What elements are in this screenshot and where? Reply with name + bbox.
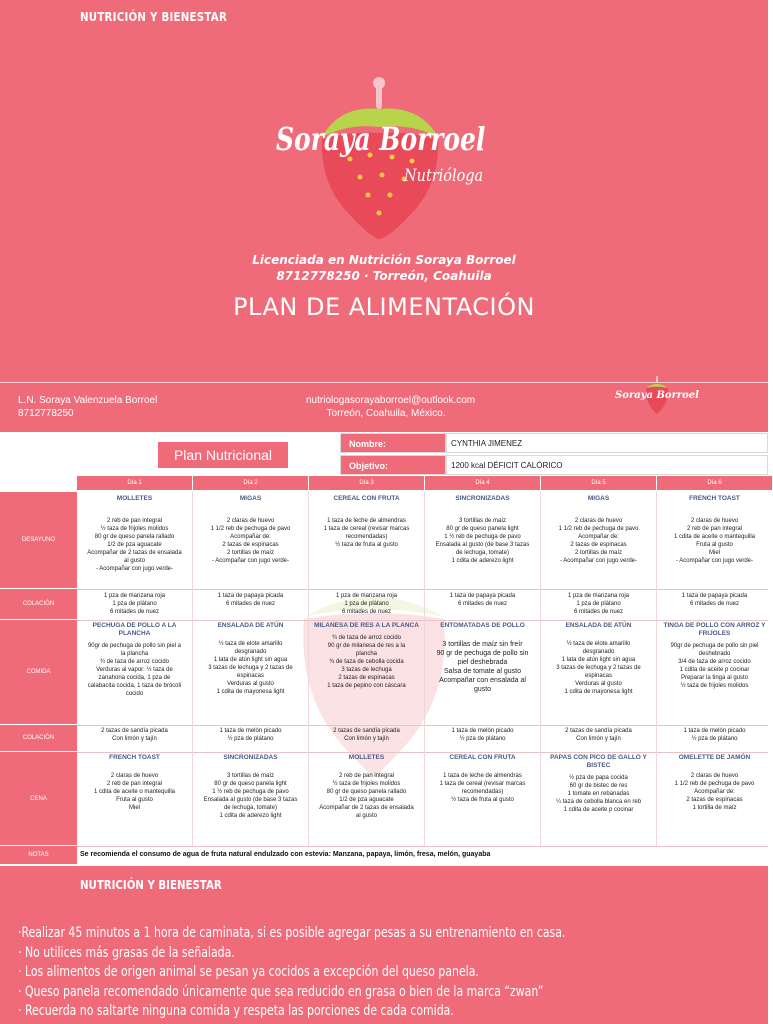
meal-line: Ensalada al gusto (de base 3 tazas — [203, 797, 298, 803]
meal-title: PAPAS CON PICO DE GALLO Y BISTEC — [550, 754, 647, 769]
meal-title: CEREAL CON FRUTA — [449, 754, 516, 761]
meal-line: 1 1/2 reb de pechuga de pavo — [210, 526, 291, 532]
meal-line: cocido — [125, 691, 144, 697]
meal-line: Ensalada al gusto (de base 3 tazas — [435, 542, 530, 548]
column-divider — [192, 492, 193, 846]
column-divider — [308, 492, 309, 846]
meal-line: Fruta al gusto — [116, 797, 153, 803]
meal-cell-desayuno — [193, 495, 308, 588]
meal-title: FRENCH TOAST — [109, 754, 160, 761]
meal-line: 1 taza de papaya picada — [449, 593, 516, 599]
meal-line: al gusto — [123, 558, 145, 564]
meal-line: 1 cdita de aceite o mantequilla — [93, 789, 176, 795]
recommendations-header: NUTRICIÓN Y BIENESTAR — [80, 878, 222, 892]
meal-line: 2 claras de huevo — [574, 518, 623, 524]
meal-line: 2 claras de huevo — [690, 773, 739, 779]
meal-line: 2 tazas de espinacas — [686, 797, 743, 803]
meal-line: ½ pza de plátano — [459, 736, 506, 742]
meal-line: 6 mitades de nuez — [225, 601, 276, 607]
meal-title: OMELETTE DE JAMÓN — [678, 754, 751, 761]
name-row — [340, 433, 768, 453]
column-divider — [656, 492, 657, 846]
meal-cell-cena — [425, 754, 540, 845]
meal-line: 1 tomate en rebanadas — [567, 791, 630, 797]
meal-line: 80 gr de queso panela light — [214, 781, 287, 787]
meal-title: ENSALADA DE ATÚN — [565, 622, 632, 629]
meal-line: 90gr de pechuga de pollo sin piel a — [87, 643, 182, 649]
meal-line: ¼ taza de cebolla blanca en reb — [555, 799, 642, 805]
meal-line: 1 pza de manzana roja — [335, 593, 398, 599]
meal-line: Con limón y tajín — [344, 736, 389, 742]
meal-line: 1/2 de pza aguacate — [339, 797, 394, 803]
meal-line: 2 tazas de sandía picada — [565, 728, 632, 734]
meal-line: 3 tazas de lechuga y 2 tazas de — [556, 665, 641, 671]
meal-line: Verduras al gusto — [227, 681, 274, 687]
meal-line: 1 taza de leche de almendras — [443, 773, 522, 779]
meal-line: 1 cdita de mayonesa light — [216, 689, 285, 695]
meal-line: 1/2 de pza aguacate — [107, 542, 162, 548]
meal-line: Con limón y tajín — [112, 736, 157, 742]
meal-label-colacion: COLACIÓN — [0, 725, 77, 752]
meal-cell-colacion1 — [425, 592, 540, 619]
meal-line: 90gr de pechuga de pollo sin piel — [670, 643, 759, 649]
cover-header: NUTRICIÓN Y BIENESTAR — [80, 10, 228, 24]
meal-line: Salsa de tomate al gusto — [443, 668, 522, 675]
meal-cell-cena — [657, 754, 772, 845]
column-divider — [424, 492, 425, 846]
meal-line: gusto — [473, 686, 492, 693]
meal-title: SINCRONIZADAS — [223, 754, 278, 761]
meal-line: deshebrado — [698, 651, 731, 657]
meal-line: 2 tazas de espinacas — [570, 542, 627, 548]
meal-cell-comida — [541, 622, 656, 724]
meal-line: Fruta al gusto — [696, 542, 733, 548]
meal-line: 1 cdita de aderezo light — [451, 558, 514, 564]
meal-line: 1 pza de manzana roja — [103, 593, 166, 599]
meal-line: 3 tazas de lechuga — [341, 667, 392, 673]
meal-line: - Acompañar con jugo verde- — [675, 558, 754, 564]
meal-line: 3 tazas de lechuga y 2 tazas de — [208, 665, 293, 671]
meal-line: Preparar la tinga al gusto — [680, 675, 749, 681]
meal-cell-colacion1 — [541, 592, 656, 619]
meal-line: 1 cdita de aceite p cocinar — [679, 667, 750, 673]
meal-line: 3 tortillas de maíz sin freír — [442, 641, 523, 648]
meal-cell-comida — [77, 622, 192, 724]
meal-title: CEREAL CON FRUTA — [333, 495, 400, 502]
meal-cell-cena — [193, 754, 308, 845]
objective-key: Objetivo: — [340, 455, 446, 475]
meal-line: ½ taza de elote amarillo — [566, 641, 631, 647]
plan-title: PLAN DE ALIMENTACIÓN — [233, 293, 535, 321]
meal-line: ¾ de taza de arroz cocido — [99, 659, 170, 665]
meal-line: ½ taza de frijoles molidos — [100, 526, 169, 532]
meal-cell-desayuno — [77, 495, 192, 588]
list-item: · Los alimentos de origen animal se pesan ya cocidos a excepción del queso panela. — [18, 964, 479, 980]
meal-line: 80 gr de queso panela rallado — [94, 534, 175, 540]
meal-cell-cena — [541, 754, 656, 845]
meal-line: 1 tortilla de maíz — [692, 805, 737, 811]
meal-title: MOLLETES — [348, 754, 385, 761]
meal-line: ½ taza de frijoles molidos — [332, 781, 401, 787]
day-header: Día 1 — [77, 476, 192, 490]
meal-cell-colacion2 — [77, 727, 192, 751]
meal-line: 80 gr de queso panela light — [446, 526, 519, 532]
meal-label-cena: CENA — [0, 752, 77, 846]
meal-line: ½ taza de elote amarillo — [218, 641, 283, 647]
objective-row — [340, 455, 768, 475]
meal-line: Acompañar de: — [694, 789, 735, 795]
divider — [77, 589, 768, 590]
meal-cell-colacion1 — [309, 592, 424, 619]
list-item: · Recuerda no saltarte ninguna comida y respeta las porciones de cada comida. — [18, 1003, 454, 1019]
recommendations-page — [0, 866, 768, 1024]
meal-line: zanahoria cocida, 1 pza de — [98, 675, 171, 681]
meal-line: espinacas — [584, 673, 613, 679]
meal-line: ½ taza de fruta al gusto — [335, 542, 398, 548]
meal-line: Acompañar de 2 tazas de ensalada — [87, 550, 182, 556]
meal-line: 1 cdita de aceite p cocinar — [563, 807, 634, 813]
meal-cell-colacion1 — [77, 592, 192, 619]
meal-plan-sheet — [0, 432, 768, 865]
footer-name: L.N. Soraya Valenzuela Borroel — [18, 395, 158, 406]
footer-city: Torreón, Coahuila, México. — [326, 408, 446, 419]
meal-line: Acompañar de 2 tazas de ensalada — [319, 805, 414, 811]
meal-line: de lechuga, tomate) — [455, 550, 510, 556]
meal-cell-comida — [309, 622, 424, 724]
meal-line: de lechuga, tomate) — [223, 805, 278, 811]
meal-line: ¾ de taza de arroz cocido — [331, 635, 402, 641]
notes-text: Se recomienda el consumo de agua de fruta natural endulzado con estevia: Manzana, papaya, limón, fresa, melón, guayaba — [80, 851, 491, 858]
meal-line: recomendadas) — [461, 789, 504, 795]
meal-line: Con limón y tajín — [576, 736, 621, 742]
meal-line: - Acompañar con jugo verde- — [211, 558, 290, 564]
objective-value: 1200 kcal DÉFICIT CALÓRICO — [446, 455, 768, 475]
meal-cell-colacion2 — [193, 727, 308, 751]
meal-line: Miel — [708, 550, 720, 556]
meal-line: espinacas — [236, 673, 265, 679]
meal-title: ENTOMATADAS DE POLLO — [440, 622, 525, 629]
meal-line: al gusto — [355, 813, 377, 819]
meal-line: Verduras al gusto — [575, 681, 622, 687]
meal-line: ½ pza de plátano — [691, 736, 738, 742]
recommendations-list — [18, 924, 720, 1022]
meal-line: 1 taza de cereal (revisar marcas — [323, 526, 410, 532]
meal-line: 90 gr de pechuga de pollo sin — [436, 650, 529, 657]
contact-line: 8712778250 · Torreón, Coahuila — [276, 269, 492, 283]
meal-title: SINCRONIZADAS — [455, 495, 510, 502]
meal-line: 1 taza de pepino con cáscara — [327, 683, 406, 689]
meal-line: recomendadas) — [345, 534, 388, 540]
meal-line: 6 mitades de nuez — [341, 609, 392, 615]
meal-label-notas: NOTAS — [0, 846, 77, 865]
meal-line: 2 tortillas de maíz — [226, 550, 275, 556]
cover-page — [0, 0, 768, 432]
meal-label-comida: COMIDA — [0, 620, 77, 725]
meal-line: 6 mitades de nuez — [109, 609, 160, 615]
meal-line: 2 tazas de sandía picada — [333, 728, 400, 734]
meal-line: 3 tortillas de maíz — [226, 773, 275, 779]
meal-cell-desayuno — [657, 495, 772, 588]
meal-cell-cena — [309, 754, 424, 845]
meal-line: ¾ de taza de cebolla cocida — [329, 659, 404, 665]
meal-line: 1 pza de plátano — [344, 601, 389, 607]
meal-line: 1 pza de plátano — [576, 601, 621, 607]
meal-line: 1 taza de papaya picada — [217, 593, 284, 599]
meal-line: calabacita cocida, 1 taza de brócoli — [87, 683, 182, 689]
meal-line: 1 cdita de aceite o mantequilla — [673, 534, 756, 540]
meal-line: 1 ½ reb de pechuga de pavo — [212, 789, 289, 795]
divider — [77, 725, 768, 726]
meal-line: 80 gr de queso panela rallado — [326, 789, 407, 795]
meal-line: desgranado — [582, 649, 615, 655]
meal-line: 3/4 de taza de arroz cocido — [678, 659, 751, 665]
meal-line: 1 taza de melón picado — [683, 728, 746, 734]
meal-line: 2 tazas de sandía picada — [101, 728, 168, 734]
meal-title: MIGAS — [587, 495, 610, 502]
meal-line: ½ taza de fruta al gusto — [451, 797, 514, 803]
day-header: Día 3 — [309, 476, 424, 490]
brand-name: Soraya Borroel — [276, 120, 486, 158]
divider — [77, 620, 768, 621]
meal-line: 1 cdita de mayonesa light — [564, 689, 633, 695]
meal-title: PECHUGA DE POLLO A LA PLANCHA — [92, 622, 177, 637]
mini-logo-text: Soraya Borroel — [615, 390, 699, 401]
day-header: Día 4 — [425, 476, 540, 490]
meal-line: 1 1/2 reb de pechuga de pavo — [674, 781, 755, 787]
list-item: ·Realizar 45 minutos a 1 hora de caminata, si es posible agregar pesas a su entrenamiento en casa. — [18, 925, 566, 941]
meal-line: 1 taza de melón picado — [219, 728, 282, 734]
footer-email[interactable]: nutriologasorayaborroel@outlook.com — [306, 395, 476, 406]
meal-line: 2 reb de pan integral — [106, 781, 163, 787]
meal-line: 90 gr de milanesa de res a la — [327, 643, 406, 649]
meal-cell-comida — [425, 622, 540, 724]
meal-line: Miel — [128, 805, 140, 811]
meal-line: la plancha — [120, 651, 149, 657]
meal-cell-desayuno — [309, 495, 424, 588]
meal-line: ½ taza de frijoles molidos — [680, 683, 749, 689]
meal-line: 1 pza de manzana roja — [567, 593, 630, 599]
meal-line: 1 taza de leche de almendras — [327, 518, 406, 524]
footer-address — [306, 394, 476, 420]
meal-line: Verduras al vapor: ½ taza de — [96, 667, 173, 673]
meal-line: 2 claras de huevo — [226, 518, 275, 524]
meal-line: 1 taza de cereal (revisar marcas — [439, 781, 526, 787]
meal-label-colacion: COLACIÓN — [0, 589, 77, 620]
meal-line: plancha — [355, 651, 378, 657]
meal-cell-desayuno — [541, 495, 656, 588]
meal-line: 2 reb de pan integral — [338, 773, 395, 779]
meal-cell-colacion2 — [425, 727, 540, 751]
meal-line: - Acompañar con jugo verde- — [559, 558, 638, 564]
meal-line: 2 reb de pan integral — [686, 526, 743, 532]
list-item: · No utilices más grasas de la señalada. — [18, 944, 235, 961]
meal-title: ENSALADA DE ATÚN — [217, 622, 284, 629]
meal-line: 2 tortillas de maíz — [574, 550, 623, 556]
license-line: Licenciada en Nutrición Soraya Borroel — [252, 253, 516, 267]
meal-line: Acompañar de: — [578, 534, 619, 540]
meal-cell-cena — [77, 754, 192, 845]
column-divider — [540, 492, 541, 846]
footer-contact — [18, 394, 157, 420]
meal-line: ½ pza de papa cocida — [569, 775, 628, 781]
meal-title: MILANESA DE RES A LA PLANCA — [314, 622, 419, 629]
meal-cell-comida — [657, 622, 772, 724]
meal-title: FRENCH TOAST — [689, 495, 740, 502]
brand-subtitle: Nutrióloga — [404, 166, 484, 186]
meal-label-desayuno: DESAYUNO — [0, 492, 77, 589]
meal-line: 6 mitades de nuez — [457, 601, 508, 607]
name-value: CYNTHIA JIMENEZ — [446, 433, 768, 453]
meal-line: 1 lata de atún light sin agua — [213, 657, 288, 663]
meal-cell-colacion2 — [309, 727, 424, 751]
meal-line: 2 claras de huevo — [690, 518, 739, 524]
day-header: Día 2 — [193, 476, 308, 490]
meal-line: piel deshebrada — [457, 659, 508, 666]
meal-line: 1 taza de papaya picada — [681, 593, 748, 599]
meal-title: MOLLETES — [116, 495, 153, 502]
meal-cell-colacion1 — [193, 592, 308, 619]
meal-line: 2 claras de huevo — [110, 773, 159, 779]
meal-line: Acompañar de: — [230, 534, 271, 540]
meal-title: MIGAS — [239, 495, 262, 502]
meal-cell-colacion2 — [657, 727, 772, 751]
day-header: Día 5 — [541, 476, 656, 490]
meal-line: 1 cdita de aderezo light — [219, 813, 282, 819]
meal-line: 1 taza de melón picado — [451, 728, 514, 734]
meal-cell-colacion1 — [657, 592, 772, 619]
meal-line: 60 gr de bistec de res — [569, 783, 628, 789]
day-header: Día 6 — [657, 476, 772, 490]
meal-cell-comida — [193, 622, 308, 724]
meal-cell-desayuno — [425, 495, 540, 588]
name-key: Nombre: — [340, 433, 446, 453]
list-item: · Queso panela recomendado únicamente que sea reducido en grasa o bien de la marca “zwan” — [18, 983, 544, 1000]
meal-title: TINGA DE POLLO CON ARROZ Y FRIJOLES — [663, 622, 766, 637]
day-header-row — [77, 476, 773, 490]
meal-line: ½ pza de plátano — [227, 736, 274, 742]
meal-line: 2 tazas de espinacas — [338, 675, 395, 681]
meal-line: 6 mitades de nuez — [689, 601, 740, 607]
meal-cell-colacion2 — [541, 727, 656, 751]
footer-phone: 8712778250 — [18, 408, 74, 419]
plan-label: Plan Nutricional — [158, 442, 288, 468]
meal-line: 3 tortillas de maíz — [458, 518, 507, 524]
meal-line: 1 pza de plátano — [112, 601, 157, 607]
meal-line: 1 ½ reb de pechuga de pavo — [444, 534, 521, 540]
strawberry-logo-icon — [270, 75, 500, 245]
meal-line: desgranado — [234, 649, 267, 655]
meal-line: 6 mitades de nuez — [573, 609, 624, 615]
meal-line: 2 reb de pan integral — [106, 518, 163, 524]
mini-strawberry-logo-icon — [615, 374, 699, 418]
divider — [77, 846, 768, 847]
meal-line: Acompañar con ensalada al — [439, 677, 526, 684]
divider — [77, 752, 768, 753]
meal-line: 2 tazas de espinacas — [222, 542, 279, 548]
meal-line: 1 lata de atún light sin agua — [561, 657, 636, 663]
meal-line: - Acompañar con jugo verde- — [95, 566, 174, 572]
meal-line: 1 1/2 reb de pechuga de pavo — [558, 526, 639, 532]
